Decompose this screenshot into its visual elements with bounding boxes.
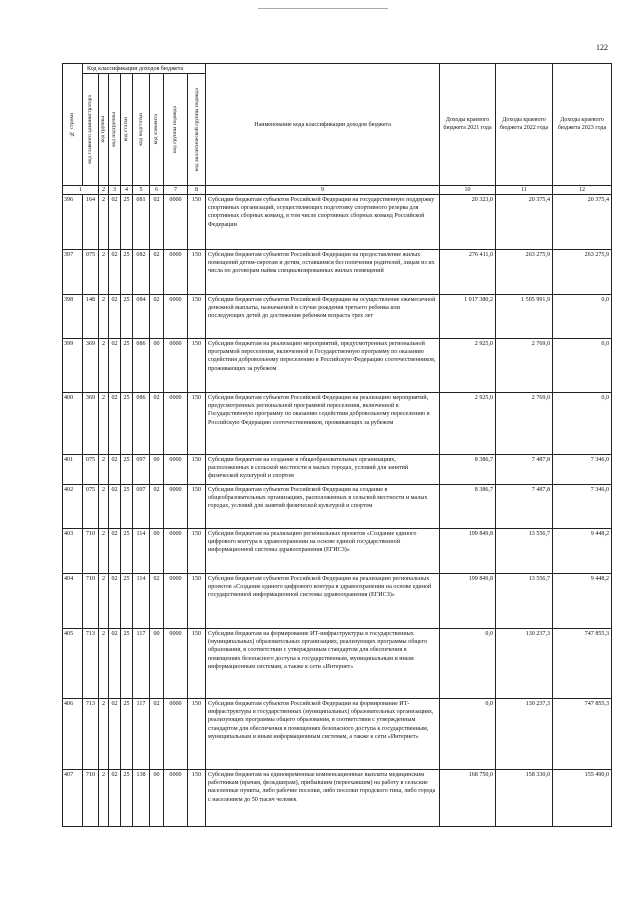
code-cell: 02 (150, 195, 164, 250)
column-number: 2 (99, 186, 109, 195)
amount-cell: 9 448,2 (553, 529, 612, 574)
code-cell: 02 (109, 295, 121, 339)
row-number-cell: 399 (63, 339, 83, 393)
code-cell: 25 (121, 770, 133, 827)
description-cell: Субсидии бюджетам на создание в общеобразовательных организациях, расположенных в сельской местности и малых городах, условий для занятий физической культурой и спортом (206, 455, 440, 485)
table-row (63, 250, 612, 295)
code-cell: 02 (109, 699, 121, 770)
column-number: 7 (164, 186, 188, 195)
header-year-2022: Доходы краевого бюджета 2022 года (496, 64, 553, 186)
code-cell: 2 (99, 629, 109, 699)
row-number-cell: 397 (63, 250, 83, 295)
code-cell: 0000 (164, 485, 188, 529)
code-cell: 00 (150, 529, 164, 574)
code-cell: 710 (83, 529, 99, 574)
code-cell: 150 (188, 339, 206, 393)
code-cell: 25 (121, 485, 133, 529)
code-cell: 082 (133, 250, 150, 295)
code-cell: 150 (188, 529, 206, 574)
code-cell: 02 (109, 574, 121, 629)
code-cell: 097 (133, 455, 150, 485)
code-cell: 138 (133, 770, 150, 827)
column-number: 10 (440, 186, 496, 195)
column-number: 9 (206, 186, 440, 195)
header-year-2023: Доходы краевого бюджета 2023 года (553, 64, 612, 186)
code-cell: 02 (109, 195, 121, 250)
code-cell: 2 (99, 574, 109, 629)
code-cell: 150 (188, 699, 206, 770)
amount-cell: 0,0 (440, 699, 496, 770)
amount-cell: 276 411,0 (440, 250, 496, 295)
header-code-col: код аналитической группы подвида (188, 74, 206, 186)
code-cell: 00 (150, 339, 164, 393)
description-cell: Субсидии бюджетам субъектов Российской Федерации на создание в общеобразовательных организациях, расположенных в сельской местности и малых городах, условий для занятий физической культурой и спортом (206, 485, 440, 529)
code-cell: 02 (150, 574, 164, 629)
column-number: 4 (121, 186, 133, 195)
code-cell: 25 (121, 195, 133, 250)
header-row-number: № строки (63, 64, 83, 186)
code-cell: 2 (99, 295, 109, 339)
code-cell: 25 (121, 574, 133, 629)
amount-cell: 199 849,8 (440, 574, 496, 629)
code-cell: 150 (188, 574, 206, 629)
code-cell: 02 (109, 455, 121, 485)
code-cell: 0000 (164, 455, 188, 485)
amount-cell: 199 849,8 (440, 529, 496, 574)
code-cell: 150 (188, 485, 206, 529)
table-row (63, 485, 612, 529)
amount-cell: 0,0 (553, 393, 612, 455)
amount-cell: 20 375,4 (496, 195, 553, 250)
code-cell: 25 (121, 339, 133, 393)
amount-cell: 1 505 991,9 (496, 295, 553, 339)
row-number-cell: 402 (63, 485, 83, 529)
code-cell: 150 (188, 455, 206, 485)
amount-cell: 7 487,8 (496, 485, 553, 529)
amount-cell: 13 556,7 (496, 529, 553, 574)
code-cell: 0000 (164, 770, 188, 827)
code-cell: 02 (109, 393, 121, 455)
amount-cell: 2 769,0 (496, 393, 553, 455)
amount-cell: 2 925,0 (440, 393, 496, 455)
code-cell: 150 (188, 629, 206, 699)
code-cell: 117 (133, 699, 150, 770)
code-cell: 25 (121, 699, 133, 770)
description-cell: Субсидии бюджетам субъектов Российской Федерации на формирование ИТ-инфраструктуры в государственных (муниципальных) образовательных организациях, реализующих программы общего образования, в соответствии с утвержденным стандартом для обеспечения в помещениях безопасного доступа к государственным, муниципальным и иным информационным системам, а также к сети «Интернет» (206, 699, 440, 770)
code-cell: 25 (121, 250, 133, 295)
code-cell: 2 (99, 250, 109, 295)
code-cell: 2 (99, 393, 109, 455)
description-cell: Субсидии бюджетам на формирование ИТ-инфраструктуры в государственных (муниципальных) образовательных организациях, реализующих программы общего образования, в соответствии с утвержденным стандартом для обеспечения в помещениях безопасного доступа к государственным, муниципальным и иным информационным системам, а также к сети «Интернет» (206, 629, 440, 699)
code-cell: 075 (83, 250, 99, 295)
code-cell: 0000 (164, 250, 188, 295)
code-cell: 25 (121, 295, 133, 339)
header-code-group: Код классификации доходов бюджета (83, 64, 206, 74)
code-cell: 0000 (164, 339, 188, 393)
description-cell: Субсидии бюджетам субъектов Российской Федерации на предоставление жилых помещений детям-сиротам и детям, оставшимся без попечения родителей, лицам из их числа по договорам найма специализированных жилых помещений (206, 250, 440, 295)
amount-cell: 8 386,7 (440, 485, 496, 529)
row-number-cell: 407 (63, 770, 83, 827)
code-cell: 02 (150, 485, 164, 529)
header-code-col: код группы подвида (164, 74, 188, 186)
amount-cell: 7 346,0 (553, 455, 612, 485)
description-cell: Субсидии бюджетам субъектов Российской Федерации на осуществление ежемесячной денежной выплаты, назначаемой в случае рождения третьего ребенка или последующих детей до достижения ребенком возраста трех лет (206, 295, 440, 339)
amount-cell: 2 769,0 (496, 339, 553, 393)
description-cell: Субсидии бюджетам субъектов Российской Федерации на реализацию мероприятий, предусмотренных региональной программой переселения, включенной в Государственную программу по оказанию содействия добровольному переселению в Российскую Федерацию соотечественников, проживающих за рубежом (206, 393, 440, 455)
code-cell: 02 (150, 699, 164, 770)
column-number: 1 (63, 186, 99, 195)
amount-cell: 20 375,4 (553, 195, 612, 250)
code-cell: 086 (133, 393, 150, 455)
amount-cell: 8 386,7 (440, 455, 496, 485)
table-body (63, 195, 612, 827)
top-divider-line (258, 8, 388, 9)
code-cell: 710 (83, 770, 99, 827)
code-cell: 0000 (164, 629, 188, 699)
amount-cell: 7 487,8 (496, 455, 553, 485)
amount-cell: 130 237,3 (496, 699, 553, 770)
table-row (63, 339, 612, 393)
page-number: 122 (596, 43, 608, 52)
code-cell: 02 (109, 485, 121, 529)
code-cell: 0000 (164, 574, 188, 629)
amount-cell: 168 750,0 (440, 770, 496, 827)
code-cell: 25 (121, 629, 133, 699)
amount-cell: 2 925,0 (440, 339, 496, 393)
amount-cell: 0,0 (440, 629, 496, 699)
amount-cell: 9 448,2 (553, 574, 612, 629)
column-number: 5 (133, 186, 150, 195)
amount-cell: 13 556,7 (496, 574, 553, 629)
table-row (63, 195, 612, 250)
amount-cell: 263 275,9 (553, 250, 612, 295)
code-cell: 00 (150, 629, 164, 699)
code-cell: 164 (83, 195, 99, 250)
code-cell: 150 (188, 770, 206, 827)
amount-cell: 130 237,3 (496, 629, 553, 699)
code-cell: 2 (99, 455, 109, 485)
code-cell: 086 (133, 339, 150, 393)
table-row (63, 529, 612, 574)
code-cell: 081 (133, 195, 150, 250)
column-number-row (63, 186, 612, 195)
header-code-col: код подгруппы (109, 74, 121, 186)
amount-cell: 20 323,0 (440, 195, 496, 250)
code-cell: 02 (109, 339, 121, 393)
row-number-cell: 400 (63, 393, 83, 455)
code-cell: 150 (188, 250, 206, 295)
code-cell: 114 (133, 574, 150, 629)
code-cell: 2 (99, 195, 109, 250)
amount-cell: 747 855,3 (553, 699, 612, 770)
table-row (63, 574, 612, 629)
code-cell: 075 (83, 455, 99, 485)
code-cell: 25 (121, 529, 133, 574)
amount-cell: 7 346,0 (553, 485, 612, 529)
row-number-cell: 403 (63, 529, 83, 574)
code-cell: 02 (150, 250, 164, 295)
code-cell: 2 (99, 529, 109, 574)
code-cell: 0000 (164, 295, 188, 339)
code-cell: 0000 (164, 699, 188, 770)
code-cell: 117 (133, 629, 150, 699)
column-number: 3 (109, 186, 121, 195)
column-number: 6 (150, 186, 164, 195)
row-number-cell: 396 (63, 195, 83, 250)
amount-cell: 1 017 380,2 (440, 295, 496, 339)
header-code-col: код элемента (150, 74, 164, 186)
row-number-cell: 401 (63, 455, 83, 485)
code-cell: 713 (83, 629, 99, 699)
row-number-cell: 398 (63, 295, 83, 339)
code-cell: 150 (188, 195, 206, 250)
code-cell: 02 (109, 529, 121, 574)
table-row (63, 770, 612, 827)
code-cell: 097 (133, 485, 150, 529)
code-cell: 150 (188, 295, 206, 339)
table-row (63, 295, 612, 339)
code-cell: 710 (83, 574, 99, 629)
description-cell: Субсидии бюджетам на реализацию мероприятий, предусмотренных региональной программой переселения, включенной в Государственную программу по оказанию содействия добровольному переселению в Российскую Федерацию соотечественников, проживающих за рубежом (206, 339, 440, 393)
description-cell: Субсидии бюджетам на реализацию региональных проектов «Создание единого цифрового контура в здравоохранении на основе единой государственной информационной системы здравоохранения (ЕГИСЗ)» (206, 529, 440, 574)
amount-cell: 263 275,9 (496, 250, 553, 295)
code-cell: 0000 (164, 393, 188, 455)
row-number-cell: 405 (63, 629, 83, 699)
code-cell: 084 (133, 295, 150, 339)
code-cell: 25 (121, 393, 133, 455)
code-cell: 2 (99, 699, 109, 770)
column-number: 12 (553, 186, 612, 195)
table-row (63, 699, 612, 770)
code-cell: 2 (99, 770, 109, 827)
header-code-col: код главного администратора (83, 74, 99, 186)
code-cell: 0000 (164, 195, 188, 250)
column-number: 11 (496, 186, 553, 195)
code-cell: 150 (188, 393, 206, 455)
description-cell: Субсидии бюджетам субъектов Российской Федерации на государственную поддержку спортивных организаций, осуществляющих подготовку спортивного резерва для спортивных сборных команд, в том числе спортивных сборных команд Российской Федерации (206, 195, 440, 250)
code-cell: 369 (83, 339, 99, 393)
amount-cell: 158 330,0 (496, 770, 553, 827)
column-number: 8 (188, 186, 206, 195)
description-cell: Субсидии бюджетам на единовременные компенсационные выплаты медицинским работникам (врачам, фельдшерам), прибывшим (переехавшим) на работу в сельские населенные пункты, либо рабочие поселки, либо поселки городского типа, либо города с населением до 50 тысяч человек (206, 770, 440, 827)
table-row (63, 455, 612, 485)
code-cell: 25 (121, 455, 133, 485)
code-cell: 114 (133, 529, 150, 574)
code-cell: 075 (83, 485, 99, 529)
header-name: Наименование кода классификации доходов бюджета (206, 64, 440, 186)
row-number-cell: 404 (63, 574, 83, 629)
code-cell: 02 (109, 629, 121, 699)
amount-cell: 747 855,3 (553, 629, 612, 699)
code-cell: 02 (109, 250, 121, 295)
header-year-2021: Доходы краевого бюджета 2021 года (440, 64, 496, 186)
code-cell: 02 (150, 393, 164, 455)
amount-cell: 0,0 (553, 295, 612, 339)
amount-cell: 0,0 (553, 339, 612, 393)
table-row (63, 393, 612, 455)
code-cell: 369 (83, 393, 99, 455)
revenue-classification-table (62, 63, 612, 827)
description-cell: Субсидии бюджетам субъектов Российской Федерации на реализацию региональных проектов «Создание единого цифрового контура в здравоохранении на основе единой государственной информационной системы здравоохранения (ЕГИСЗ)» (206, 574, 440, 629)
code-cell: 713 (83, 699, 99, 770)
code-cell: 00 (150, 770, 164, 827)
header-code-col: код статьи (121, 74, 133, 186)
code-cell: 00 (150, 455, 164, 485)
table-row (63, 629, 612, 699)
row-number-cell: 406 (63, 699, 83, 770)
code-cell: 02 (109, 770, 121, 827)
code-cell: 2 (99, 339, 109, 393)
header-code-col: код группы (99, 74, 109, 186)
code-cell: 148 (83, 295, 99, 339)
header-code-col: код подстатьи (133, 74, 150, 186)
code-cell: 2 (99, 485, 109, 529)
code-cell: 0000 (164, 529, 188, 574)
code-cell: 02 (150, 295, 164, 339)
amount-cell: 155 490,0 (553, 770, 612, 827)
